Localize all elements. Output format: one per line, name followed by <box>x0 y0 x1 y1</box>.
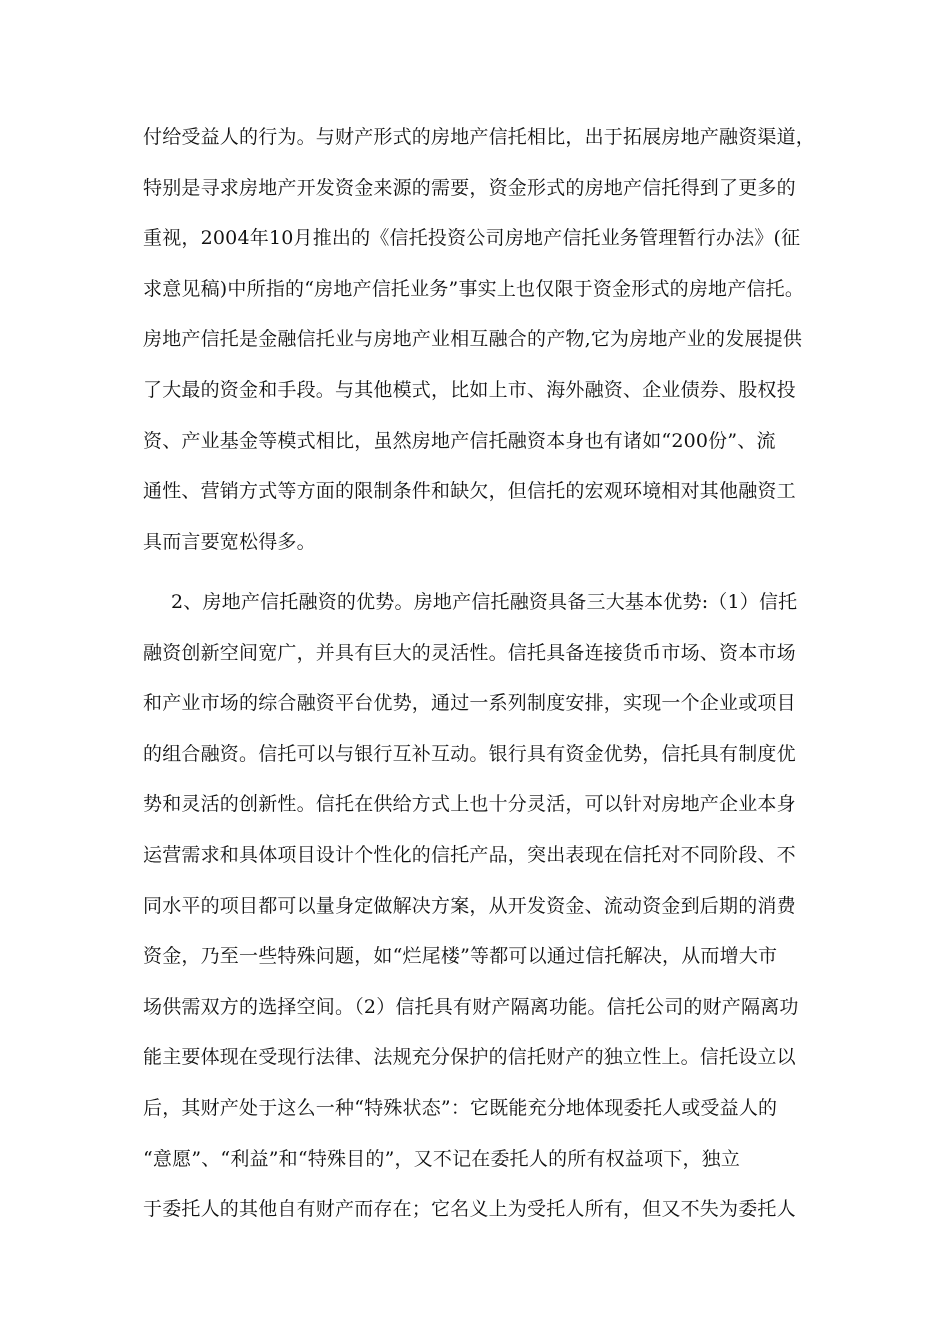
text-line: 资金，乃至一些特殊问题，如“烂尾楼”等都可以通过信托解决，从而增大市 <box>143 945 778 968</box>
text-line: 了大最的资金和手段。与其他模式，比如上市、海外融资、企业债券、股权投 <box>143 378 796 401</box>
text-line: “意愿”、“利益”和“特殊目的”，又不记在委托人的所有权益项下，独立 <box>143 1147 741 1170</box>
text-line: 房地产信托是金融信托业与房地产业相互融合的产物,它为房地产业的发展提供 <box>143 328 803 351</box>
text-line: 付给受益人的行为。与财产形式的房地产信托相比，出于拓展房地产融资渠道， <box>143 126 816 148</box>
text-line: 能主要体现在受现行法律、法规充分保护的信托财产的独立性上。信托设立以 <box>143 1046 796 1069</box>
text-line: 通性、营销方式等方面的限制条件和缺欠，但信托的宏观环境相对其他融资工 <box>143 480 796 503</box>
text-line: 融资创新空间宽广，并具有巨大的灵活性。信托具备连接货币市场、资本市场 <box>143 641 796 664</box>
text-line: 势和灵活的创新性。信托在供给方式上也十分灵活，可以针对房地产企业本身 <box>143 793 796 816</box>
text-line: 后，其财产处于这么一种“特殊状态”：它既能充分地体现委托人或受益人的 <box>143 1096 778 1119</box>
text-line: 2、房地产信托融资的优势。房地产信托融资具备三大基本优势:（1）信托 <box>171 591 798 613</box>
paragraph-real-estate-trust-overview <box>143 112 815 567</box>
paragraph-trust-financing-advantages <box>143 577 815 1235</box>
text-line: 和产业市场的综合融资平台优势，通过一系列制度安排，实现一个企业或项目 <box>143 692 796 715</box>
text-line: 的组合融资。信托可以与银行互补互动。银行具有资金优势，信托具有制度优 <box>143 742 796 765</box>
text-line: 特别是寻求房地产开发资金来源的需要，资金形式的房地产信托得到了更多的 <box>143 176 796 199</box>
text-line: 场供需双方的选择空间。（2）信托具有财产隔离功能。信托公司的财产隔离功 <box>143 995 799 1018</box>
text-line: 求意见稿)中所指的“房地产信托业务”事实上也仅限于资金形式的房地产信托。 <box>143 277 805 300</box>
text-line: 具而言要宽松得多。 <box>143 530 316 553</box>
text-line: 资、产业基金等模式相比，虽然房地产信托融资本身也有诸如“200份”、流 <box>143 429 776 452</box>
text-line: 于委托人的其他自有财产而存在；它名义上为受托人所有，但又不失为委托人 <box>143 1198 796 1221</box>
text-line: 运营需求和具体项目设计个性化的信托产品，突出表现在信托对不同阶段、不 <box>143 843 796 866</box>
text-line: 同水平的项目都可以量身定做解决方案，从开发资金、流动资金到后期的消费 <box>143 894 796 917</box>
text-line: 重视，2004年10月推出的《信托投资公司房地产信托业务管理暂行办法》(征 <box>143 227 801 250</box>
